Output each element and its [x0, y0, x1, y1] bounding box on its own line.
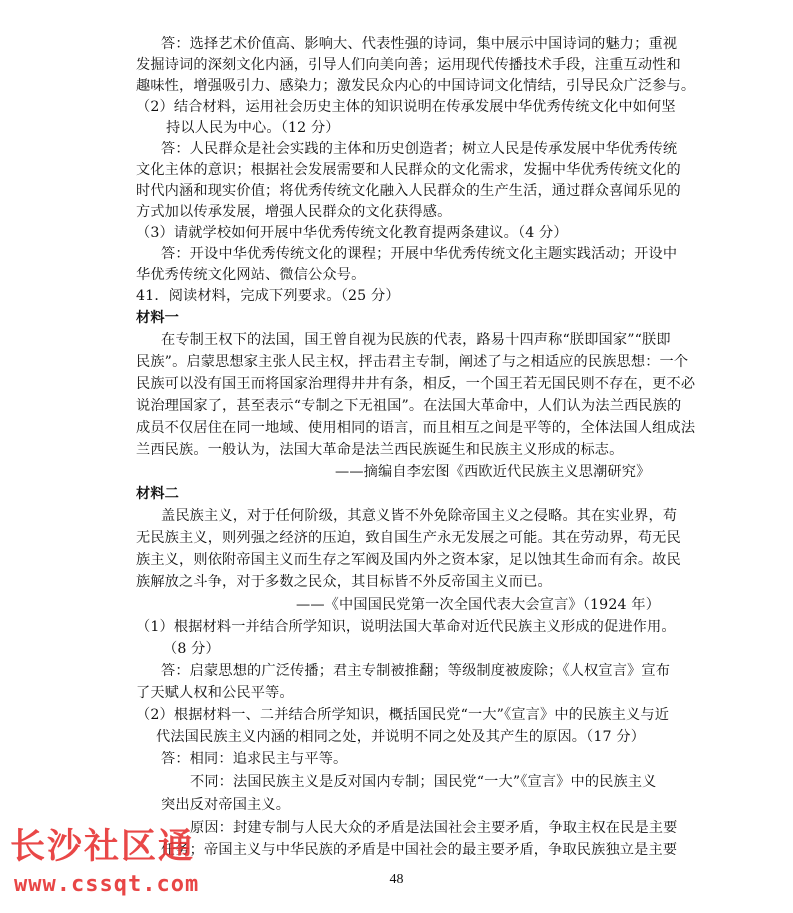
material-line: 民族”。启蒙思想家主张人民主权，抨击君主专制，阐述了与之相适应的民族思想：一个 — [136, 354, 689, 370]
answer-line: 华优秀传统文化网站、微信公众号。 — [136, 267, 366, 283]
material-line: 盖民族主义，对于任何阶级，其意义皆不外免除帝国主义之侵略。其在实业界，苟 — [161, 508, 678, 524]
answer-line: 答：选择艺术价值高、影响大、代表性强的诗词，集中展示中国诗词的魅力；重视 — [161, 36, 678, 52]
answer-line: 任务；帝国主义与中华民族的矛盾是中国社会的最主要矛盾，争取民族独立是主要 — [161, 842, 678, 858]
question-line: 代法国民族主义内涵的相同之处，并说明不同之处及其产生的原因。（17 分） — [156, 729, 646, 745]
answer-line: 答：人民群众是社会实践的主体和历史创造者；树立人民是传承发展中华优秀传统 — [161, 141, 678, 157]
material-source: ——《中国国民党第一次全国代表大会宣言》（1924 年） — [296, 597, 661, 613]
material-line: 族解放之斗争，对于多数之民众，其目标皆不外反帝国主义而已。 — [136, 574, 552, 590]
question-line: （1）根据材料一并结合所学知识，说明法国大革命对近代民族主义形成的促进作用。 — [136, 619, 676, 635]
answer-line: 答：启蒙思想的广泛传播；君主专制被推翻；等级制度被废除；《人权宣言》宣布 — [161, 663, 671, 679]
answer-line: 答：相同：追求民主与平等。 — [161, 751, 348, 767]
material-line: 无民族主义，则列强之经济的压迫，致自国生产永无发展之可能。其在劳动界，苟无民 — [136, 530, 681, 546]
answer-line: 发掘诗词的深刻文化内涵，引导人们向美向善；运用现代传播技术手段，注重互动性和 — [136, 57, 681, 73]
answer-line: 突出反对帝国主义。 — [161, 797, 291, 813]
answer-line: 不同：法国民族主义是反对国内专制；国民党“一大”《宣言》中的民族主义 — [190, 774, 657, 790]
question-line: 持以人民为中心。（12 分） — [166, 120, 340, 136]
question-heading: 41．阅读材料，完成下列要求。（25 分） — [136, 288, 400, 304]
answer-line: 了天赋人权和公民平等。 — [136, 685, 294, 701]
material-line: 成员不仅居住在同一地域、使用相同的语言，而且相互之间是平等的，全体法国人组成法 — [136, 420, 696, 436]
answer-line: 趣味性，增强吸引力、感染力；激发民众内心的中国诗词文化情结，引导民众广泛参与。 — [136, 78, 696, 94]
watermark-logo-text: 长沙社区通 — [10, 827, 196, 867]
material-line: 说治理国家了，甚至表示“专制之下无祖国”。在法国大革命中，人们认为法兰西民族的 — [136, 398, 682, 414]
watermark-url: www.cssqt.com — [14, 872, 200, 897]
material-line: 兰西民族。一般认为，法国大革命是法兰西民族诞生和民族主义形成的标志。 — [136, 442, 624, 458]
material-heading: 材料二 — [136, 486, 180, 502]
answer-line: 时代内涵和现实价值；将优秀传统文化融入人民群众的生产生活，通过群众喜闻乐见的 — [136, 183, 681, 199]
page-number: 48 — [389, 872, 404, 887]
material-line: 族主义，则依附帝国主义而生存之军阀及国内外之资本家，足以蚀其生命而有余。故民 — [136, 552, 681, 568]
material-line: 在专制王权下的法国，国王曾自视为民族的代表，路易十四声称“朕即国家”“朕即 — [161, 332, 671, 348]
material-source: ——摘编自李宏图《西欧近代民族主义思潮研究》 — [335, 464, 651, 480]
question-line: （3）请就学校如何开展中华优秀传统文化教育提两条建议。（4 分） — [136, 225, 568, 241]
material-heading: 材料一 — [136, 310, 180, 326]
answer-line: 答：开设中华优秀传统文化的课程；开展中华优秀传统文化主题实践活动；开设中 — [161, 246, 678, 262]
question-line: （2）根据材料一、二并结合所学知识，概括国民党“一大”《宣言》中的民族主义与近 — [136, 707, 670, 723]
answer-line: 原因：封建专制与人民大众的矛盾是法国社会主要矛盾，争取主权在民是主要 — [190, 820, 678, 836]
material-line: 民族可以没有国王而将国家治理得井井有条，相反，一个国王若无国民则不存在，更不必 — [136, 376, 696, 392]
question-line: （2）结合材料，运用社会历史主体的知识说明在传承发展中华优秀传统文化中如何坚 — [136, 99, 676, 115]
answer-line: 文化主体的意识；根据社会发展需要和人民群众的文化需求，发掘中华优秀传统文化的 — [136, 162, 681, 178]
answer-line: 方式加以传承发展，增强人民群众的文化获得感。 — [136, 204, 452, 220]
question-line: （8 分） — [163, 641, 220, 657]
